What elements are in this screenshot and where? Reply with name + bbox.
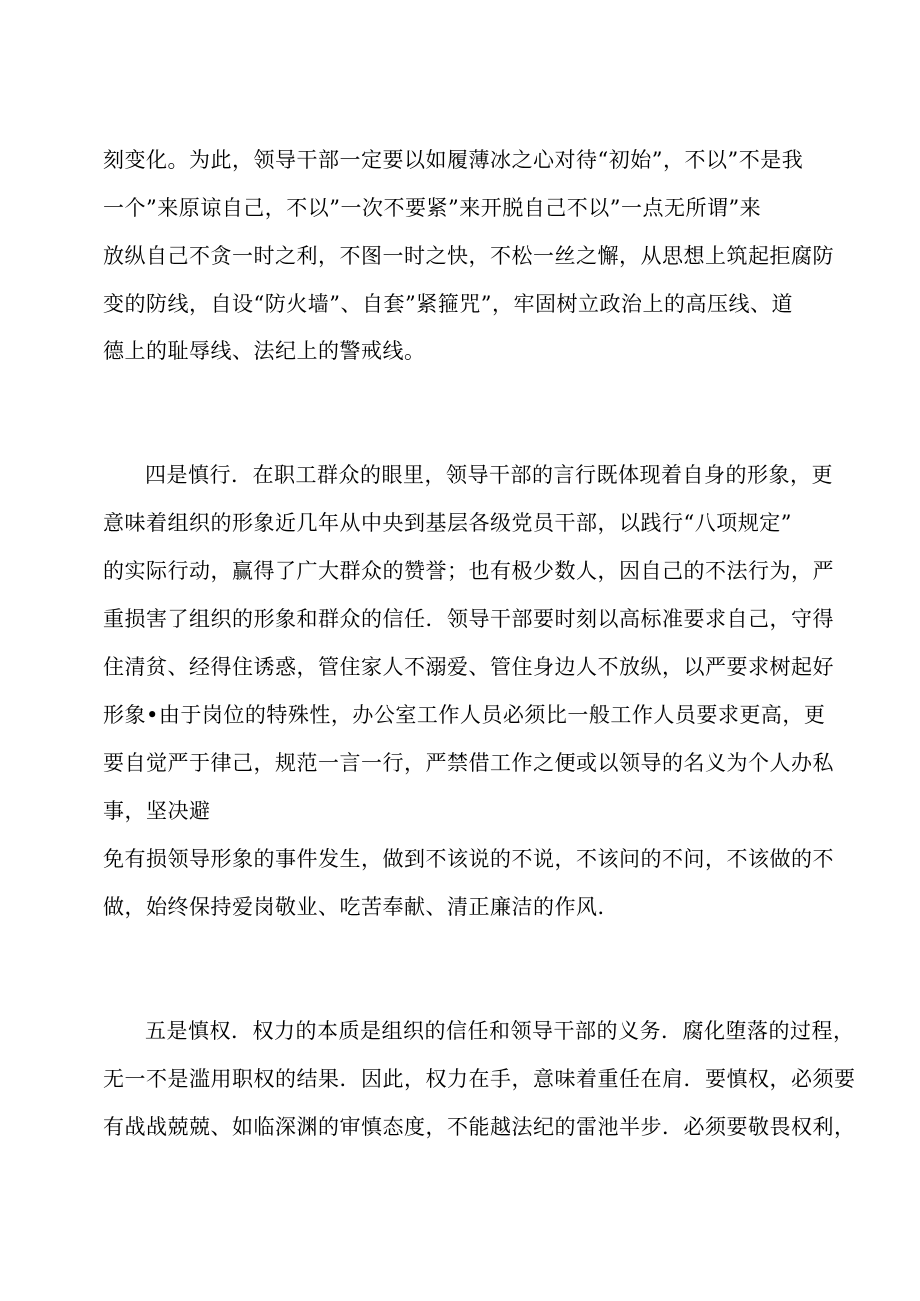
text-line: 事，坚决避 (103, 799, 211, 823)
text-line: 放纵自己不贪一时之利，不图一时之快，不松一丝之懈，从思想上筑起拒腐防 (103, 244, 834, 268)
text-line: 变的防线，自设“防火墙”、自套”紧箍咒”，牢固树立政治上的高压线、道 (103, 292, 793, 316)
text-line: 刻变化。为此，领导干部一定要以如履薄冰之心对待“初始”，不以”不是我 (103, 148, 804, 172)
text-line: 德上的耻辱线、法纪上的警戒线。 (103, 339, 426, 363)
text-line: 五是慎权．权力的本质是组织的信任和领导干部的义务．腐化堕落的过程， (145, 1019, 855, 1043)
text-line: 重损害了组织的形象和群众的信任．领导干部要时刻以高标准要求自己，守得 (103, 607, 834, 631)
text-line: 意味着组织的形象近几年从中央到基层各级党员干部，以践行“八项规定” (103, 511, 792, 535)
text-line: 做，始终保持爱岗敬业、吃苦奉献、清正廉洁的作风． (103, 895, 619, 919)
text-line: 无一不是滥用职权的结果．因此，权力在手，意味着重任在肩．要慎权，必须要 (103, 1067, 856, 1091)
text-line: 一个”来原谅自己，不以”一次不要紧”来开脱自己不以”一点无所谓”来 (103, 196, 762, 220)
text-line: 要自觉严于律己，规范一言一行，严禁借工作之便或以领导的名义为个人办私 (103, 751, 834, 775)
text-line: 有战战兢兢、如临深渊的审慎态度，不能越法纪的雷池半步．必须要敬畏权利， (103, 1115, 856, 1139)
text-line: 四是慎行．在职工群众的眼里，领导干部的言行既体现着自身的形象，更 (145, 463, 833, 487)
text-line: 住清贫、经得住诱惑，管住家人不溺爱、管住身边人不放纵，以严要求树起好 (103, 655, 834, 679)
text-line: 的实际行动，赢得了广大群众的赞誉；也有极少数人，因自己的不法行为，严 (103, 559, 834, 583)
text-line: 免有损领导形象的事件发生，做到不该说的不说，不该问的不问，不该做的不 (103, 847, 834, 871)
text-line: 形象•由于岗位的特殊性，办公室工作人员必须比一般工作人员要求更高，更 (103, 703, 826, 727)
